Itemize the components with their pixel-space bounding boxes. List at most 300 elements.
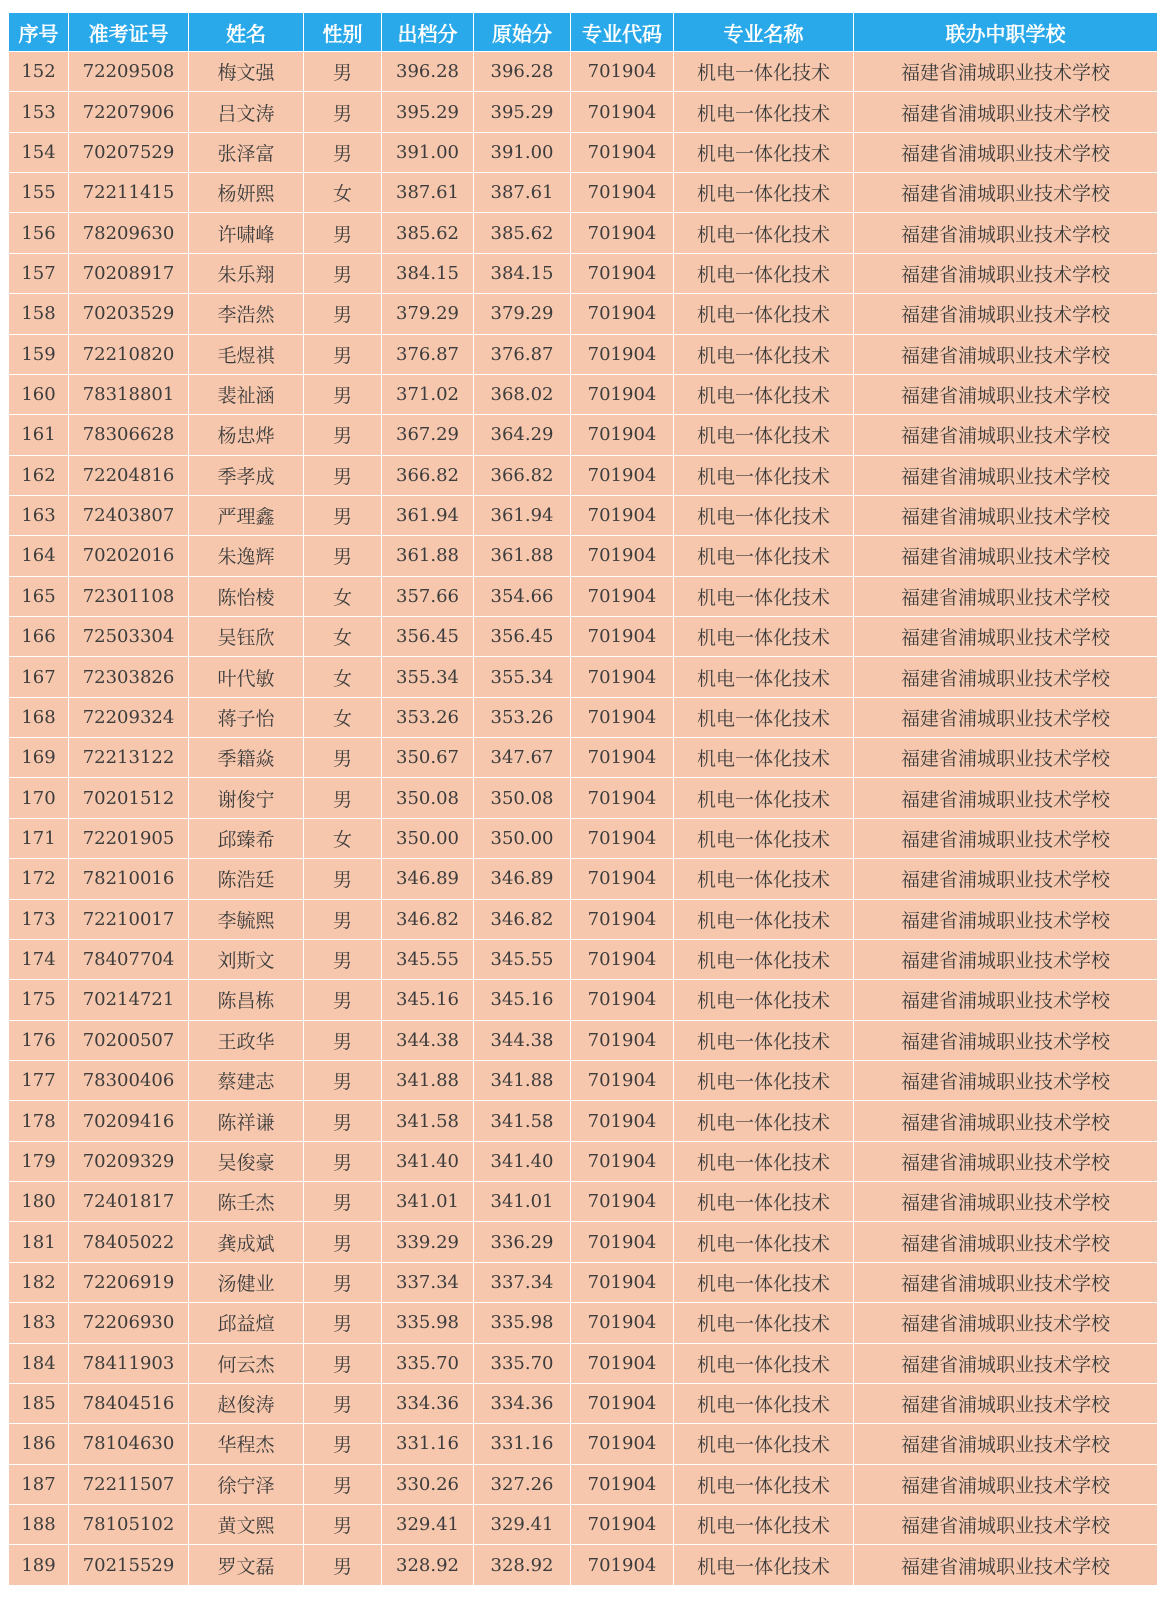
table-row — [9, 173, 1158, 213]
cell-name: 黄文熙 — [189, 1504, 304, 1544]
cell-serial: 182 — [9, 1262, 69, 1302]
cell-gender: 男 — [304, 294, 382, 334]
cell-gender: 女 — [304, 173, 382, 213]
cell-partner-school: 福建省浦城职业技术学校 — [854, 1504, 1158, 1544]
cell-exam-id: 70202016 — [69, 536, 189, 576]
cell-gender: 男 — [304, 738, 382, 778]
cell-name: 季孝成 — [189, 455, 304, 495]
cell-name: 李浩然 — [189, 294, 304, 334]
cell-serial: 188 — [9, 1504, 69, 1544]
cell-filing-score: 361.88 — [382, 536, 474, 576]
cell-gender: 男 — [304, 778, 382, 818]
cell-raw-score: 347.67 — [474, 738, 571, 778]
cell-exam-id: 78318801 — [69, 374, 189, 414]
cell-gender: 男 — [304, 52, 382, 92]
cell-raw-score: 361.88 — [474, 536, 571, 576]
table-row — [9, 657, 1158, 697]
cell-exam-id: 72210820 — [69, 334, 189, 374]
cell-filing-score: 339.29 — [382, 1222, 474, 1262]
cell-filing-score: 353.26 — [382, 697, 474, 737]
cell-major-code: 701904 — [571, 1101, 674, 1141]
cell-partner-school: 福建省浦城职业技术学校 — [854, 1383, 1158, 1423]
cell-name: 刘斯文 — [189, 939, 304, 979]
cell-raw-score: 361.94 — [474, 495, 571, 535]
table-row — [9, 1141, 1158, 1181]
cell-gender: 男 — [304, 536, 382, 576]
cell-gender: 男 — [304, 1222, 382, 1262]
header-major-name: 专业名称 — [674, 13, 854, 52]
cell-major-name: 机电一体化技术 — [674, 1262, 854, 1302]
cell-partner-school: 福建省浦城职业技术学校 — [854, 778, 1158, 818]
cell-name: 梅文强 — [189, 52, 304, 92]
cell-exam-id: 78105102 — [69, 1504, 189, 1544]
cell-major-name: 机电一体化技术 — [674, 294, 854, 334]
cell-gender: 男 — [304, 1504, 382, 1544]
cell-serial: 157 — [9, 253, 69, 293]
table-row — [9, 536, 1158, 576]
cell-exam-id: 70209329 — [69, 1141, 189, 1181]
cell-filing-score: 361.94 — [382, 495, 474, 535]
cell-serial: 164 — [9, 536, 69, 576]
cell-raw-score: 395.29 — [474, 92, 571, 132]
cell-filing-score: 344.38 — [382, 1020, 474, 1060]
cell-gender: 女 — [304, 697, 382, 737]
cell-exam-id: 78306628 — [69, 415, 189, 455]
cell-name: 杨忠烨 — [189, 415, 304, 455]
cell-raw-score: 356.45 — [474, 617, 571, 657]
table-row — [9, 213, 1158, 253]
cell-filing-score: 330.26 — [382, 1464, 474, 1504]
header-exam-id: 准考证号 — [69, 13, 189, 52]
cell-major-name: 机电一体化技术 — [674, 980, 854, 1020]
cell-gender: 男 — [304, 939, 382, 979]
cell-major-name: 机电一体化技术 — [674, 697, 854, 737]
cell-exam-id: 72303826 — [69, 657, 189, 697]
cell-filing-score: 329.41 — [382, 1504, 474, 1544]
table-row — [9, 738, 1158, 778]
cell-name: 朱乐翔 — [189, 253, 304, 293]
cell-filing-score: 335.70 — [382, 1343, 474, 1383]
table-row — [9, 1182, 1158, 1222]
cell-exam-id: 78411903 — [69, 1343, 189, 1383]
header-name: 姓名 — [189, 13, 304, 52]
cell-gender: 男 — [304, 1383, 382, 1423]
cell-partner-school: 福建省浦城职业技术学校 — [854, 495, 1158, 535]
cell-raw-score: 336.29 — [474, 1222, 571, 1262]
table-row — [9, 1424, 1158, 1464]
cell-gender: 男 — [304, 455, 382, 495]
cell-major-name: 机电一体化技术 — [674, 1343, 854, 1383]
cell-raw-score: 334.36 — [474, 1383, 571, 1423]
cell-exam-id: 70207529 — [69, 132, 189, 172]
table-row — [9, 1343, 1158, 1383]
cell-serial: 159 — [9, 334, 69, 374]
cell-gender: 男 — [304, 253, 382, 293]
cell-exam-id: 70201512 — [69, 778, 189, 818]
cell-partner-school: 福建省浦城职业技术学校 — [854, 657, 1158, 697]
cell-major-code: 701904 — [571, 859, 674, 899]
cell-partner-school: 福建省浦城职业技术学校 — [854, 980, 1158, 1020]
cell-partner-school: 福建省浦城职业技术学校 — [854, 92, 1158, 132]
cell-serial: 156 — [9, 213, 69, 253]
cell-partner-school: 福建省浦城职业技术学校 — [854, 415, 1158, 455]
cell-serial: 165 — [9, 576, 69, 616]
table-row — [9, 495, 1158, 535]
cell-major-name: 机电一体化技术 — [674, 495, 854, 535]
cell-serial: 175 — [9, 980, 69, 1020]
cell-raw-score: 366.82 — [474, 455, 571, 495]
cell-exam-id: 72503304 — [69, 617, 189, 657]
cell-filing-score: 355.34 — [382, 657, 474, 697]
cell-raw-score: 341.40 — [474, 1141, 571, 1181]
cell-raw-score: 341.88 — [474, 1060, 571, 1100]
cell-major-name: 机电一体化技术 — [674, 657, 854, 697]
cell-raw-score: 341.01 — [474, 1182, 571, 1222]
cell-filing-score: 345.55 — [382, 939, 474, 979]
cell-filing-score: 367.29 — [382, 415, 474, 455]
cell-exam-id: 72213122 — [69, 738, 189, 778]
cell-partner-school: 福建省浦城职业技术学校 — [854, 1343, 1158, 1383]
cell-exam-id: 72301108 — [69, 576, 189, 616]
cell-name: 罗文磊 — [189, 1545, 304, 1586]
cell-partner-school: 福建省浦城职业技术学校 — [854, 899, 1158, 939]
cell-raw-score: 335.70 — [474, 1343, 571, 1383]
cell-serial: 166 — [9, 617, 69, 657]
cell-serial: 152 — [9, 52, 69, 92]
cell-major-name: 机电一体化技术 — [674, 1020, 854, 1060]
cell-major-code: 701904 — [571, 1020, 674, 1060]
cell-exam-id: 72211415 — [69, 173, 189, 213]
table-row — [9, 1222, 1158, 1262]
cell-partner-school: 福建省浦城职业技术学校 — [854, 213, 1158, 253]
table-row — [9, 1504, 1158, 1544]
cell-filing-score: 385.62 — [382, 213, 474, 253]
table-body — [9, 52, 1158, 1586]
cell-major-code: 701904 — [571, 213, 674, 253]
cell-name: 陈壬杰 — [189, 1182, 304, 1222]
cell-filing-score: 391.00 — [382, 132, 474, 172]
cell-filing-score: 341.40 — [382, 1141, 474, 1181]
cell-name: 邱益煊 — [189, 1303, 304, 1343]
cell-name: 裴祉涵 — [189, 374, 304, 414]
cell-major-name: 机电一体化技术 — [674, 778, 854, 818]
cell-major-code: 701904 — [571, 1060, 674, 1100]
cell-major-code: 701904 — [571, 415, 674, 455]
cell-major-code: 701904 — [571, 536, 674, 576]
cell-partner-school: 福建省浦城职业技术学校 — [854, 1060, 1158, 1100]
cell-partner-school: 福建省浦城职业技术学校 — [854, 52, 1158, 92]
cell-gender: 男 — [304, 1303, 382, 1343]
cell-major-code: 701904 — [571, 294, 674, 334]
table-header — [9, 13, 1158, 52]
cell-partner-school: 福建省浦城职业技术学校 — [854, 1141, 1158, 1181]
cell-partner-school: 福建省浦城职业技术学校 — [854, 939, 1158, 979]
cell-raw-score: 353.26 — [474, 697, 571, 737]
cell-gender: 男 — [304, 980, 382, 1020]
cell-partner-school: 福建省浦城职业技术学校 — [854, 536, 1158, 576]
cell-major-code: 701904 — [571, 1141, 674, 1181]
table-row — [9, 334, 1158, 374]
cell-partner-school: 福建省浦城职业技术学校 — [854, 132, 1158, 172]
cell-gender: 男 — [304, 374, 382, 414]
cell-major-code: 701904 — [571, 576, 674, 616]
cell-exam-id: 72211507 — [69, 1464, 189, 1504]
cell-filing-score: 379.29 — [382, 294, 474, 334]
cell-partner-school: 福建省浦城职业技术学校 — [854, 334, 1158, 374]
table-row — [9, 617, 1158, 657]
cell-major-name: 机电一体化技术 — [674, 1222, 854, 1262]
table-row — [9, 1303, 1158, 1343]
cell-major-name: 机电一体化技术 — [674, 1383, 854, 1423]
cell-major-code: 701904 — [571, 697, 674, 737]
cell-gender: 男 — [304, 1060, 382, 1100]
cell-serial: 167 — [9, 657, 69, 697]
table-row — [9, 1262, 1158, 1302]
header-filing-score: 出档分 — [382, 13, 474, 52]
cell-partner-school: 福建省浦城职业技术学校 — [854, 1464, 1158, 1504]
cell-raw-score: 396.28 — [474, 52, 571, 92]
cell-name: 严理鑫 — [189, 495, 304, 535]
cell-partner-school: 福建省浦城职业技术学校 — [854, 173, 1158, 213]
cell-partner-school: 福建省浦城职业技术学校 — [854, 294, 1158, 334]
cell-serial: 158 — [9, 294, 69, 334]
cell-name: 谢俊宁 — [189, 778, 304, 818]
cell-major-code: 701904 — [571, 1424, 674, 1464]
cell-serial: 184 — [9, 1343, 69, 1383]
cell-name: 陈祥谦 — [189, 1101, 304, 1141]
cell-major-name: 机电一体化技术 — [674, 859, 854, 899]
cell-partner-school: 福建省浦城职业技术学校 — [854, 1424, 1158, 1464]
cell-serial: 171 — [9, 818, 69, 858]
cell-major-name: 机电一体化技术 — [674, 818, 854, 858]
cell-filing-score: 341.58 — [382, 1101, 474, 1141]
cell-raw-score: 341.58 — [474, 1101, 571, 1141]
cell-filing-score: 350.00 — [382, 818, 474, 858]
cell-major-code: 701904 — [571, 1504, 674, 1544]
cell-serial: 176 — [9, 1020, 69, 1060]
cell-exam-id: 70208917 — [69, 253, 189, 293]
table-row — [9, 1383, 1158, 1423]
cell-major-name: 机电一体化技术 — [674, 939, 854, 979]
cell-filing-score: 350.67 — [382, 738, 474, 778]
cell-serial: 177 — [9, 1060, 69, 1100]
cell-serial: 160 — [9, 374, 69, 414]
cell-raw-score: 368.02 — [474, 374, 571, 414]
cell-major-name: 机电一体化技术 — [674, 132, 854, 172]
cell-major-code: 701904 — [571, 374, 674, 414]
cell-major-name: 机电一体化技术 — [674, 52, 854, 92]
cell-serial: 155 — [9, 173, 69, 213]
cell-raw-score: 346.89 — [474, 859, 571, 899]
cell-exam-id: 72201905 — [69, 818, 189, 858]
cell-major-code: 701904 — [571, 173, 674, 213]
cell-gender: 男 — [304, 92, 382, 132]
cell-serial: 161 — [9, 415, 69, 455]
header-row — [9, 13, 1158, 52]
cell-filing-score: 376.87 — [382, 334, 474, 374]
cell-partner-school: 福建省浦城职业技术学校 — [854, 1222, 1158, 1262]
cell-exam-id: 72209508 — [69, 52, 189, 92]
cell-major-code: 701904 — [571, 738, 674, 778]
cell-name: 季籍焱 — [189, 738, 304, 778]
cell-exam-id: 78407704 — [69, 939, 189, 979]
cell-major-code: 701904 — [571, 1343, 674, 1383]
cell-raw-score: 346.82 — [474, 899, 571, 939]
cell-exam-id: 70209416 — [69, 1101, 189, 1141]
cell-name: 杨妍熙 — [189, 173, 304, 213]
cell-major-code: 701904 — [571, 657, 674, 697]
cell-raw-score: 385.62 — [474, 213, 571, 253]
cell-filing-score: 341.88 — [382, 1060, 474, 1100]
cell-partner-school: 福建省浦城职业技术学校 — [854, 1303, 1158, 1343]
cell-serial: 168 — [9, 697, 69, 737]
cell-gender: 男 — [304, 1182, 382, 1222]
cell-name: 李毓熙 — [189, 899, 304, 939]
table-row — [9, 1101, 1158, 1141]
cell-filing-score: 346.89 — [382, 859, 474, 899]
cell-major-name: 机电一体化技术 — [674, 92, 854, 132]
cell-serial: 183 — [9, 1303, 69, 1343]
header-major-code: 专业代码 — [571, 13, 674, 52]
cell-serial: 174 — [9, 939, 69, 979]
cell-name: 蒋子怡 — [189, 697, 304, 737]
cell-partner-school: 福建省浦城职业技术学校 — [854, 1020, 1158, 1060]
cell-raw-score: 384.15 — [474, 253, 571, 293]
cell-major-name: 机电一体化技术 — [674, 576, 854, 616]
cell-major-code: 701904 — [571, 1182, 674, 1222]
cell-exam-id: 78209630 — [69, 213, 189, 253]
cell-major-code: 701904 — [571, 939, 674, 979]
cell-major-name: 机电一体化技术 — [674, 1464, 854, 1504]
cell-gender: 男 — [304, 132, 382, 172]
cell-name: 毛煜祺 — [189, 334, 304, 374]
table-row — [9, 92, 1158, 132]
table-row — [9, 455, 1158, 495]
cell-gender: 男 — [304, 1545, 382, 1586]
table-row — [9, 52, 1158, 92]
cell-major-name: 机电一体化技术 — [674, 334, 854, 374]
cell-major-code: 701904 — [571, 52, 674, 92]
cell-partner-school: 福建省浦城职业技术学校 — [854, 818, 1158, 858]
cell-serial: 170 — [9, 778, 69, 818]
table-row — [9, 899, 1158, 939]
cell-name: 邱臻希 — [189, 818, 304, 858]
table-row — [9, 253, 1158, 293]
cell-name: 徐宁泽 — [189, 1464, 304, 1504]
cell-major-name: 机电一体化技术 — [674, 536, 854, 576]
cell-filing-score: 335.98 — [382, 1303, 474, 1343]
cell-name: 何云杰 — [189, 1343, 304, 1383]
cell-major-code: 701904 — [571, 1545, 674, 1586]
cell-major-code: 701904 — [571, 778, 674, 818]
cell-name: 吕文涛 — [189, 92, 304, 132]
cell-gender: 女 — [304, 617, 382, 657]
admission-table — [8, 12, 1158, 1586]
cell-exam-id: 72207906 — [69, 92, 189, 132]
cell-partner-school: 福建省浦城职业技术学校 — [854, 1545, 1158, 1586]
cell-raw-score: 331.16 — [474, 1424, 571, 1464]
cell-exam-id: 72403807 — [69, 495, 189, 535]
cell-serial: 154 — [9, 132, 69, 172]
cell-major-code: 701904 — [571, 1303, 674, 1343]
cell-major-code: 701904 — [571, 455, 674, 495]
table-row — [9, 778, 1158, 818]
cell-serial: 162 — [9, 455, 69, 495]
table-row — [9, 1020, 1158, 1060]
cell-partner-school: 福建省浦城职业技术学校 — [854, 617, 1158, 657]
header-serial: 序号 — [9, 13, 69, 52]
cell-exam-id: 72401817 — [69, 1182, 189, 1222]
cell-gender: 女 — [304, 576, 382, 616]
cell-serial: 180 — [9, 1182, 69, 1222]
cell-name: 王政华 — [189, 1020, 304, 1060]
cell-partner-school: 福建省浦城职业技术学校 — [854, 738, 1158, 778]
cell-major-name: 机电一体化技术 — [674, 1504, 854, 1544]
cell-name: 吴俊豪 — [189, 1141, 304, 1181]
cell-partner-school: 福建省浦城职业技术学校 — [854, 576, 1158, 616]
cell-major-name: 机电一体化技术 — [674, 617, 854, 657]
cell-raw-score: 335.98 — [474, 1303, 571, 1343]
cell-raw-score: 350.00 — [474, 818, 571, 858]
cell-name: 张泽富 — [189, 132, 304, 172]
table-row — [9, 1464, 1158, 1504]
cell-name: 许啸峰 — [189, 213, 304, 253]
cell-major-name: 机电一体化技术 — [674, 455, 854, 495]
cell-filing-score: 387.61 — [382, 173, 474, 213]
cell-raw-score: 364.29 — [474, 415, 571, 455]
cell-serial: 178 — [9, 1101, 69, 1141]
cell-serial: 153 — [9, 92, 69, 132]
cell-serial: 169 — [9, 738, 69, 778]
cell-major-name: 机电一体化技术 — [674, 1424, 854, 1464]
cell-major-name: 机电一体化技术 — [674, 1060, 854, 1100]
cell-serial: 186 — [9, 1424, 69, 1464]
cell-serial: 173 — [9, 899, 69, 939]
cell-major-name: 机电一体化技术 — [674, 415, 854, 455]
table-row — [9, 1545, 1158, 1586]
cell-name: 朱逸辉 — [189, 536, 304, 576]
cell-raw-score: 344.38 — [474, 1020, 571, 1060]
cell-exam-id: 78404516 — [69, 1383, 189, 1423]
cell-major-code: 701904 — [571, 253, 674, 293]
cell-name: 华程杰 — [189, 1424, 304, 1464]
cell-raw-score: 376.87 — [474, 334, 571, 374]
cell-gender: 男 — [304, 1020, 382, 1060]
cell-major-name: 机电一体化技术 — [674, 1101, 854, 1141]
cell-name: 陈浩廷 — [189, 859, 304, 899]
cell-major-code: 701904 — [571, 334, 674, 374]
cell-major-code: 701904 — [571, 899, 674, 939]
table-row — [9, 818, 1158, 858]
cell-filing-score: 337.34 — [382, 1262, 474, 1302]
cell-name: 龚成斌 — [189, 1222, 304, 1262]
cell-major-code: 701904 — [571, 92, 674, 132]
cell-major-code: 701904 — [571, 818, 674, 858]
cell-filing-score: 366.82 — [382, 455, 474, 495]
cell-major-name: 机电一体化技术 — [674, 374, 854, 414]
cell-gender: 男 — [304, 1101, 382, 1141]
header-partner-school: 联办中职学校 — [854, 13, 1158, 52]
cell-exam-id: 72206919 — [69, 1262, 189, 1302]
cell-partner-school: 福建省浦城职业技术学校 — [854, 455, 1158, 495]
cell-raw-score: 328.92 — [474, 1545, 571, 1586]
cell-partner-school: 福建省浦城职业技术学校 — [854, 1182, 1158, 1222]
table-row — [9, 374, 1158, 414]
cell-major-name: 机电一体化技术 — [674, 899, 854, 939]
cell-major-code: 701904 — [571, 1464, 674, 1504]
table-row — [9, 980, 1158, 1020]
cell-exam-id: 72204816 — [69, 455, 189, 495]
